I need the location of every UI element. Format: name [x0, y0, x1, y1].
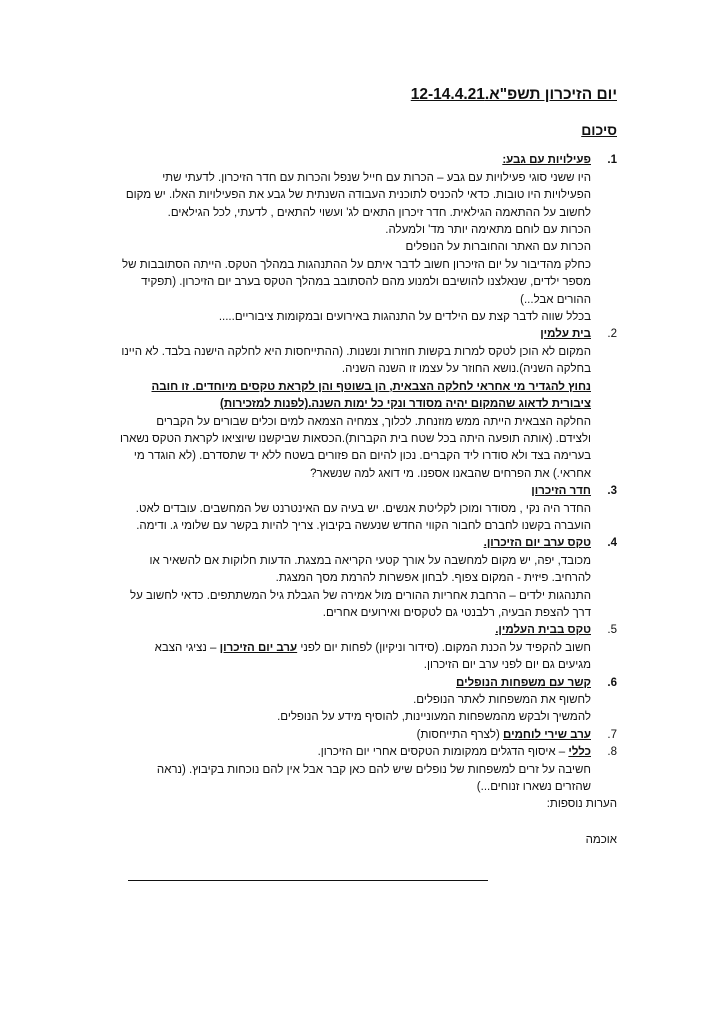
list-item — [120, 535, 617, 622]
item-heading: קשר עם משפחות הנופלים — [456, 676, 591, 689]
item-text: כחלק מהדיבור על יום הזיכרון חשוב לדבר איתם על ההתנהגות במהלך הטקס. הייתה הסתובבות של מספר ילדים, שנאלצנו להושיבם ולמנוע מהם להסתובב במהלך הטקס בערב יום הזיכרון. (תפקיד ההורים אבל...) — [122, 258, 591, 306]
item-text: לחשוף את המשפחות לאתר הנופלים. — [413, 694, 591, 706]
list-item — [120, 675, 617, 727]
item-heading: חדר הזיכרון — [531, 485, 591, 498]
item-text-emphasis: נחוץ להגדיר מי אחראי לחלקה הצבאית, הן בשוטף והן לקראת טקסים מיוחדים. זו חובה ציבורית לדאוג שהמקום יהיה מסודר ונקי כל ימות השנה.(לפנות למזכירות) — [151, 380, 591, 411]
item-text: חשיבה על זרים למשפחות של נופלים שיש להם כאן קבר אבל אין להם נוכחות בקיבוץ. (נראה שהזרים נשארו זנוחים...) — [156, 763, 591, 794]
page-title: יום הזיכרון תשפ"א.12-14.4.21 — [410, 86, 617, 103]
item-number: 5. — [607, 624, 617, 637]
item-number: 3. — [607, 485, 617, 498]
list-item: 8. כללי – איסוף הדגלים ממקומות הטקסים אחרי יום הזיכרון. חשיבה על זרים למשפחות של נופלים שיש להם כאן קבר אבל אין להם נוכחות בקיבוץ. (נראה שהזרים נשארו זנוחים...) — [120, 744, 617, 796]
item-heading: פעילויות עם גבע: — [502, 154, 591, 167]
item-text: הכרות עם לוחם מתאימה יותר מד' ולמעלה. — [385, 224, 591, 237]
item-text: להמשיך ולבקש מהמשפחות המעוניינות, להוסיף מידע על הנופלים. — [277, 711, 591, 724]
item-text: הכרות עם האתר והחוברות על הנופלים — [405, 241, 591, 254]
item-text: חשוב להקפיד על הכנת המקום. (סידור וניקיון) לפחות יום לפני ערב יום הזיכרון – נציגי הצבא מגיעים גם יום לפני ערב יום הזיכרון. — [154, 641, 591, 672]
item-number: 4. — [607, 537, 617, 550]
summary-heading: סיכום — [581, 122, 617, 138]
list-item: 7. ערב שירי לוחמים (לצרף התייחסות) — [120, 727, 617, 744]
notes-underline — [128, 880, 488, 881]
item-text: היו ששני סוגי פעילויות עם גבע – הכרות עם חייל שנפל והכרות עם חדר הזיכרון. לדעתי שתי הפעילויות היו טובות. כדאי להכניס לתוכנית העבודה השנתית של גבע את הפעילויות האלו. יש מקום לחשוב על ההתאמה הגילאית. חדר זיכרון התאים לג' ועשוי להתאים , לדעתי, לכל הגילאים. — [125, 171, 591, 219]
list-item — [120, 622, 617, 674]
item-heading: בית עלמין — [540, 328, 591, 341]
item-text: התנהגות ילדים – הרחבת אחריות ההורים מול אמירה של הגבלת גיל המשתתפים. כדאי לחשוב על דרך להצפת הבעיה, רלבנטי גם לטקסים ואירועים אחרים. — [130, 589, 591, 619]
item-number: 7. — [607, 728, 617, 741]
list-item — [120, 326, 617, 483]
item-number: 1. — [607, 154, 617, 167]
item-text: מכובד, יפה, יש מקום למחשבה על אורך קטעי הקריאה במצגת. הדעות חלוקות אם להשאיר או להרחיב. פיזית - המקום צפוף. לבחון אפשרות להרמת מסך המצגת. — [149, 554, 591, 585]
item-number: 6. — [607, 676, 617, 689]
item-heading: טקס בבית העלמין. — [495, 624, 591, 637]
list-item — [120, 152, 617, 326]
notes-label: הערות נוספות: — [546, 798, 617, 811]
item-heading: טקס ערב יום הזיכרון. — [483, 537, 591, 550]
list-item — [120, 483, 617, 535]
signature-text: אוכמה — [585, 833, 617, 846]
item-text: החלקה הצבאית הייתה ממש מוזנחת. לכלוך, צמחיה הצמאה למים וכלים שבורים על הקברים ולצידם. (אותה תופעה היתה בכל שטח בית הקברות).הכסאות שביקשנו שיוציאו לקראת הטקס נשארו בערימה בצד ולא סודרו ליד הקברים. נכון להיום הם פזורים בשטח ללא יד שתסדרם. (לא הוגדר מי אחראי.) את הפרחים שהבאנו אספנו. מי דואג למה שנשאר? — [119, 415, 591, 480]
document-body — [120, 84, 617, 849]
item-text: בכלל שווה לדבר קצת עם הילדים על התנהגות באירועים ובמקומות ציבוריים..... — [218, 311, 591, 324]
item-text: החדר היה נקי , מסודר ומוכן לקליטת אנשים. יש בעיה עם האינטרנט של המחשבים. עובדים לאט. הועברה בקשנו לחברם לחבור הקווי החדש שנעשה בקיבוץ. צריך להיות בקשר עם שלומי ג. ודימה. — [135, 502, 591, 532]
item-text: המקום לא הוכן לטקס למרות בקשות חוזרות ונשנות. (ההתייחסות היא לחלקה הישנה בלבד. לא היינו בחלקה השניה).נושא החוזר על עצמו זו השנה השניה. — [121, 345, 591, 376]
item-number: 2. — [607, 328, 617, 341]
item-number: 8. — [607, 746, 617, 759]
